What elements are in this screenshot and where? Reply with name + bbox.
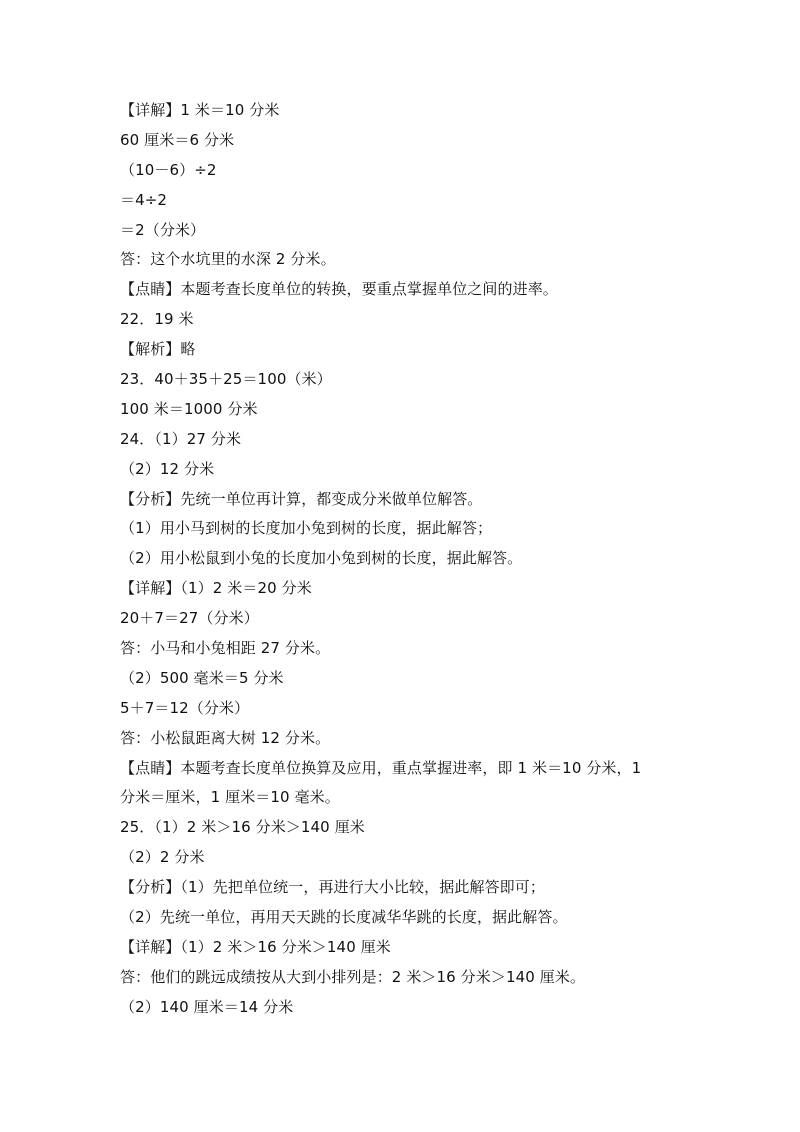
text-line: 答：小马和小兔相距 27 分米。 (120, 639, 331, 658)
text-line: 20＋7＝27（分米） (120, 609, 259, 628)
text-line: （2）2 分米 (120, 848, 205, 867)
text-line: （2）140 厘米＝14 分米 (120, 997, 294, 1016)
text-line: 【详解】（1）2 米＝20 分米 (120, 579, 312, 598)
text-line: （2）12 分米 (120, 459, 215, 478)
text-line: 答：小松鼠距离大树 12 分米。 (120, 728, 331, 747)
text-line: （1）用小马到树的长度加小兔到树的长度，据此解答； (120, 519, 493, 538)
text-line: ＝2（分米） (120, 220, 206, 239)
text-line: 23．40＋35＋25＝100（米） (120, 370, 332, 389)
text-line: 25．（1）2 米＞16 分米＞140 厘米 (120, 818, 365, 837)
text-line: 24．（1）27 分米 (120, 429, 242, 448)
text-line: （10－6）÷2 (120, 160, 217, 179)
text-line: 答：他们的跳远成绩按从大到小排列是：2 米＞16 分米＞140 厘米。 (120, 967, 586, 986)
text-line: 22．19 米 (120, 310, 194, 329)
text-line: 【详解】（1）2 米＞16 分米＞140 厘米 (120, 937, 391, 956)
text-line: 60 厘米＝6 分米 (120, 130, 235, 149)
text-line: 【详解】1 米＝10 分米 (120, 101, 280, 119)
text-line: 【分析】先统一单位再计算，都变成分米做单位解答。 (120, 489, 483, 508)
text-line: （2）500 毫米＝5 分米 (120, 668, 284, 687)
document-body (120, 96, 700, 1023)
text-line: 【分析】（1）先把单位统一，再进行大小比较，据此解答即可； (120, 878, 545, 897)
text-line: 答：这个水坑里的水深 2 分米。 (120, 250, 336, 269)
text-line: ＝4÷2 (120, 190, 168, 209)
text-line: （2）先统一单位，再用天天跳的长度减华华跳的长度，据此解答。 (120, 908, 568, 927)
text-line: （2）用小松鼠到小兔的长度加小兔到树的长度，据此解答。 (120, 549, 523, 568)
text-line: 100 米＝1000 分米 (120, 399, 258, 418)
text-line: 【点睛】本题考查长度单位换算及应用，重点掌握进率，即 1 米＝10 分米，1 (120, 758, 642, 777)
text-line: 分米＝厘米，1 厘米＝10 毫米。 (120, 788, 340, 807)
text-line: 【点睛】本题考查长度单位的转换，要重点掌握单位之间的进率。 (120, 280, 558, 299)
text-line: 5＋7＝12（分米） (120, 698, 250, 717)
text-line: 【解析】略 (120, 340, 196, 359)
